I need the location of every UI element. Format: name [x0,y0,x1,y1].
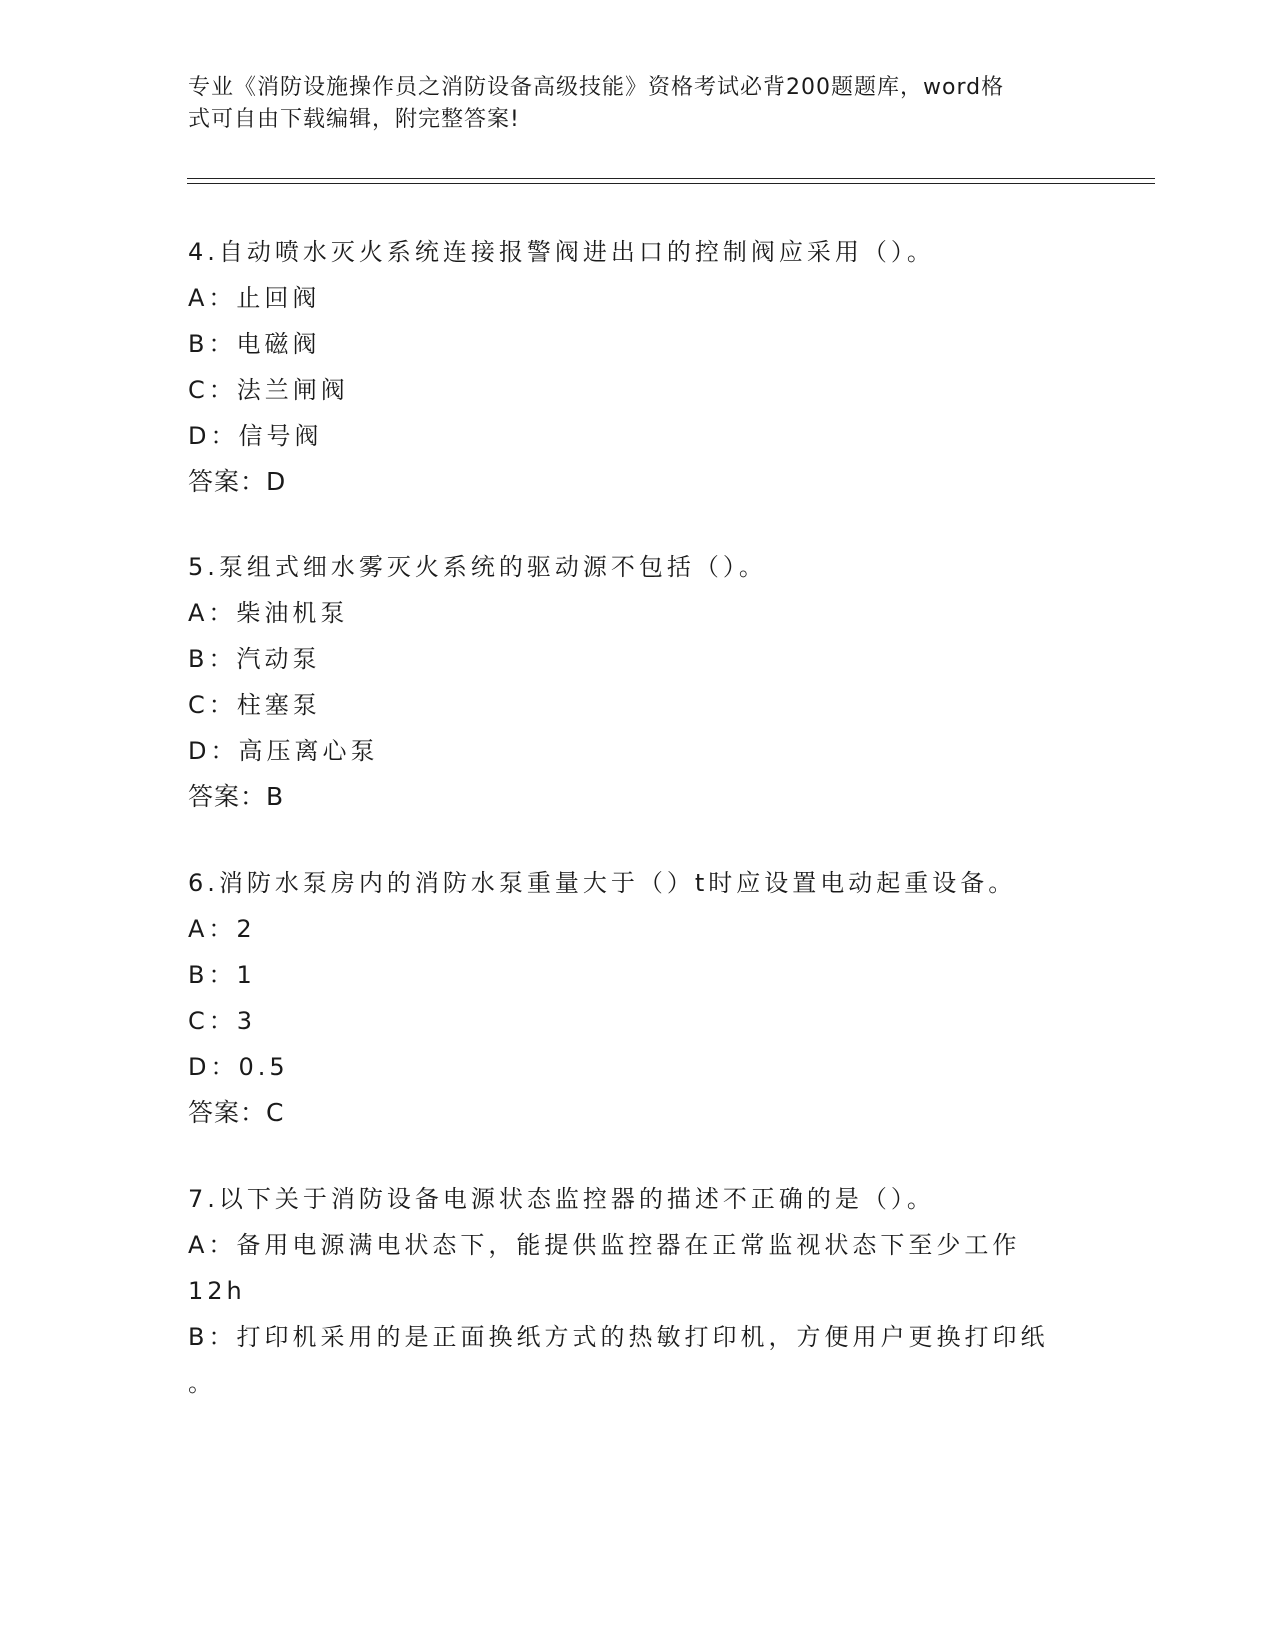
question-4 [188,229,1088,505]
header-divider-top [187,178,1155,179]
option-b: B：汽动泵 [188,645,321,673]
option-b-continued: 。 [188,1369,216,1397]
option-b: B：电磁阀 [188,330,321,358]
question-5 [188,544,1088,820]
question-stem: 6.消防水泵房内的消防水泵重量大于（）t时应设置电动起重设备。 [188,869,1017,897]
option-a: A：备用电源满电状态下，能提供监控器在正常监视状态下至少工作 [188,1231,1021,1259]
answer: 答案：C [188,1098,285,1127]
header-divider-bottom [187,183,1155,184]
option-c: C：柱塞泵 [188,691,321,719]
option-d: D：信号阀 [188,422,323,450]
question-7 [188,1176,1088,1406]
option-c: C：法兰闸阀 [188,376,349,404]
header-line-2: 式可自由下载编辑，附完整答案! [188,107,520,132]
option-a: A：柴油机泵 [188,599,349,627]
question-stem: 7.以下关于消防设备电源状态监控器的描述不正确的是（）。 [188,1185,935,1213]
option-a: A：2 [188,915,256,943]
answer: 答案：D [188,467,287,496]
answer: 答案：B [188,782,285,811]
option-d: D：高压离心泵 [188,737,379,765]
header-line-1: 专业《消防设施操作员之消防设备高级技能》资格考试必背200题题库，word格 [188,75,1005,100]
question-6 [188,860,1088,1136]
question-stem: 5.泵组式细水雾灭火系统的驱动源不包括（）。 [188,553,767,581]
option-b: B：打印机采用的是正面换纸方式的热敏打印机，方便用户更换打印纸 [188,1323,1049,1351]
option-b: B：1 [188,961,256,989]
option-a: A：止回阀 [188,284,321,312]
option-d: D：0.5 [188,1053,289,1081]
option-c: C：3 [188,1007,257,1035]
question-stem: 4.自动喷水灭火系统连接报警阀进出口的控制阀应采用（）。 [188,238,935,266]
option-a-continued: 12h [188,1277,246,1305]
document-header [188,72,1068,136]
